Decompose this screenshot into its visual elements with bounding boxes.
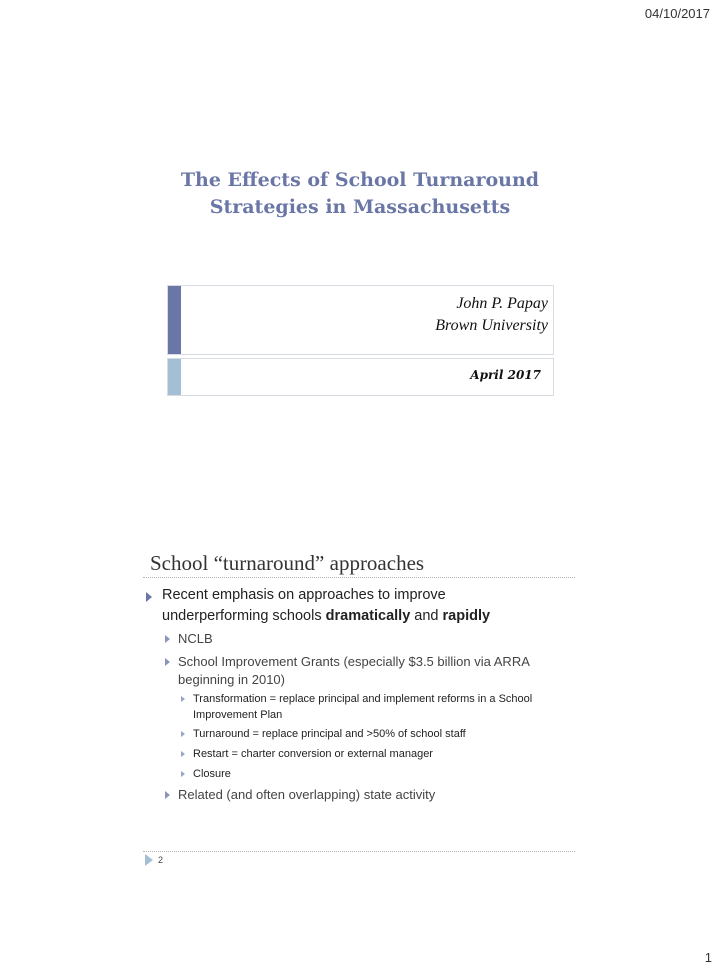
- footer-divider: [143, 851, 575, 852]
- print-date: 04/10/2017: [644, 6, 710, 21]
- title-line-2: Strategies in Massachusetts: [209, 196, 511, 218]
- bullet-main-line-1: Recent emphasis on approaches to improve: [162, 587, 446, 603]
- bullet-main-line-2: [162, 606, 562, 627]
- subsub-bullet-restart: Restart = charter conversion or external manager: [193, 748, 433, 760]
- sub-bullet-nclb: NCLB: [178, 631, 213, 646]
- subsub-bullet-transformation: [193, 691, 573, 723]
- bullet-text-and: and: [410, 608, 443, 624]
- subsub-bullet-closure: Closure: [193, 768, 231, 780]
- sub-bullet-arrow-icon: [165, 791, 170, 799]
- presentation-title: [145, 167, 575, 221]
- transformation-line-1: Transformation = replace principal and implement reforms in a School: [193, 693, 533, 705]
- sub-bullet-arrow-icon: [165, 635, 170, 643]
- sub-bullet-sig: [178, 653, 568, 689]
- author-institution: Brown University: [435, 317, 548, 334]
- emphasis-rapidly: rapidly: [442, 608, 491, 624]
- subsub-bullet-turnaround: Turnaround = replace principal and >50% of school staff: [193, 728, 466, 740]
- sub-bullet-arrow-icon: [165, 658, 170, 666]
- author-name: John P. Papay: [456, 295, 548, 312]
- slide-title: School “turnaround” approaches: [150, 551, 425, 575]
- author-box: [167, 285, 554, 355]
- subsub-bullet-arrow-icon: [181, 751, 185, 757]
- bullet-text: underperforming schools: [162, 608, 326, 624]
- author-accent-bar: [168, 286, 181, 354]
- page-number: 1: [704, 950, 712, 965]
- sub-bullet-state: Related (and often overlapping) state activity: [178, 787, 436, 802]
- date-box: [167, 358, 554, 396]
- bullet-main: [162, 585, 562, 627]
- footer-arrow-icon: [145, 854, 153, 866]
- emphasis-dramatically: dramatically: [325, 608, 411, 624]
- title-slide: [145, 125, 575, 445]
- title-divider: [143, 577, 575, 578]
- subsub-bullet-arrow-icon: [181, 696, 185, 702]
- bullet-arrow-icon: [146, 592, 152, 602]
- title-line-1: The Effects of School Turnaround: [180, 169, 540, 191]
- subsub-bullet-arrow-icon: [181, 771, 185, 777]
- slide-number: 2: [158, 855, 164, 865]
- transformation-line-2: Improvement Plan: [193, 709, 283, 721]
- sub-bullet-sig-line-1: School Improvement Grants (especially $3.5 billion via ARRA: [178, 654, 530, 669]
- presentation-date: April 2017: [470, 368, 541, 382]
- date-accent-bar: [168, 359, 181, 395]
- sub-bullet-sig-line-2: beginning in 2010): [178, 672, 285, 687]
- subsub-bullet-arrow-icon: [181, 731, 185, 737]
